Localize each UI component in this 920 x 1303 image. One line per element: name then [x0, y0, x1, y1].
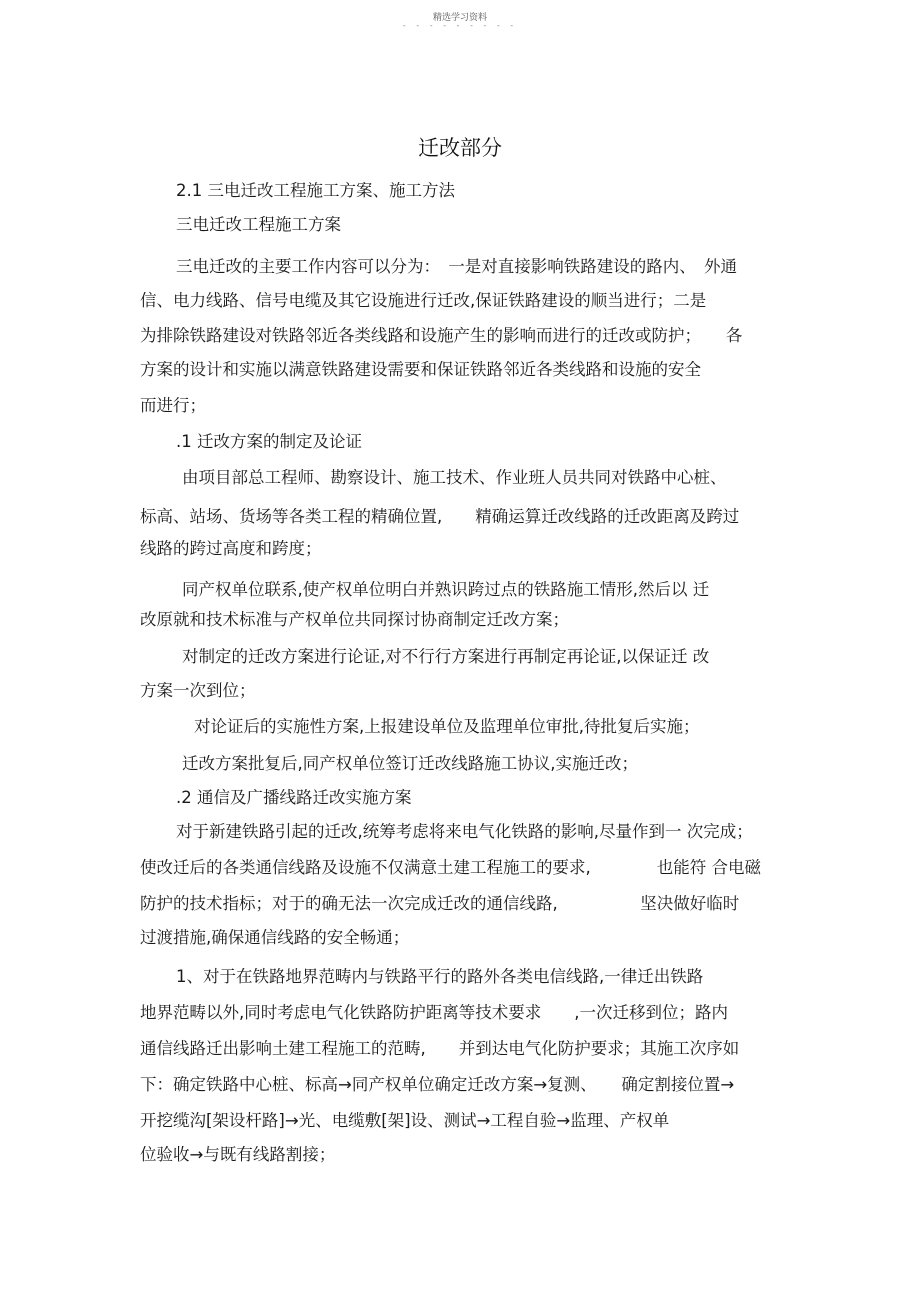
text-line: 信、电力线路、信号电缆及其它设施进行迁改,保证铁路建设的顺当进行；二是: [140, 291, 707, 310]
document-title: 迁改部分: [418, 136, 502, 160]
text-line: 使改迁后的各类通信线路及设施不仅满意土建工程施工的要求, 也能符 合电磁: [140, 858, 761, 877]
text-line: 迁改方案批复后,同产权单位签订迁改线路施工协议,实施迁改；: [182, 754, 638, 773]
text-line: 同产权单位联系,使产权单位明白并熟识跨过点的铁路施工情形,然后以 迁: [182, 580, 710, 599]
text-line: 标高、站场、货场等各类工程的精确位置, 精确运算迁改线路的迁改距离及跨过: [140, 507, 740, 526]
section-heading: 2.1 三电迁改工程施工方案、施工方法: [176, 181, 455, 200]
list-item: 1、对于在铁路地界范畴内与铁路平行的路外各类电信线路,一律迁出铁路: [176, 967, 704, 986]
page-header: [0, 10, 920, 30]
text-line: 由项目部总工程师、勘察设计、施工技术、作业班人员共同对铁路中心桩、: [182, 468, 727, 487]
text-line: 对于新建铁路引起的迁改,统筹考虑将来电气化铁路的影响,尽量作到一 次完成；: [176, 822, 753, 841]
text-line: 通信线路迁出影响土建工程施工的范畴, 并到达电气化防护要求；其施工次序如: [140, 1039, 740, 1058]
header-text: 精选学习资料: [432, 13, 487, 23]
text-line: 线路的跨过高度和跨度；: [140, 539, 322, 558]
subsection-heading: .1 迁改方案的制定及论证: [176, 432, 362, 451]
text-line: 过渡措施,确保通信线路的安全畅通；: [140, 928, 410, 947]
header-dashes: - - - - - - - - -: [402, 21, 518, 30]
text-line: 防护的技术指标；对于的确无法一次完成迁改的通信线路, 坚决做好临时: [140, 894, 740, 913]
text-line: 方案一次到位；: [140, 681, 256, 700]
text-line: 地界范畴以外,同时考虑电气化铁路防护距离等技术要求 ,一次迁移到位；路内: [140, 1003, 728, 1022]
text-line: 而进行；: [140, 396, 206, 415]
text-line: 方案的设计和实施以满意铁路建设需要和保证铁路邻近各类线路和设施的安全: [140, 360, 701, 379]
subsection-heading: 三电迁改工程施工方案: [176, 215, 341, 234]
text-line: 改原就和技术标准与产权单位共同探讨协商制定迁改方案；: [140, 610, 569, 629]
text-line: 位验收→与既有线路割接；: [140, 1145, 336, 1164]
text-line: 为排除铁路建设对铁路邻近各类线路和设施产生的影响而进行的迁改或防护； 各: [140, 326, 743, 345]
text-line: 三电迁改的主要工作内容可以分为： 一是对直接影响铁路建设的路内、 外通: [176, 257, 737, 276]
text-line: 开挖缆沟[架设杆路]→光、电缆敷[架]设、测试→工程自验→监理、产权单: [140, 1111, 670, 1130]
text-line: 对论证后的实施性方案,上报建设单位及监理单位审批,待批复后实施；: [194, 717, 700, 736]
subsection-heading: .2 通信及广播线路迁改实施方案: [176, 788, 412, 807]
text-line: 下：确定铁路中心桩、标高→同产权单位确定迁改方案→复测、 确定割接位置→: [140, 1075, 735, 1094]
text-line: 对制定的迁改方案进行论证,对不行行方案进行再制定再论证,以保证迁 改: [182, 647, 710, 666]
